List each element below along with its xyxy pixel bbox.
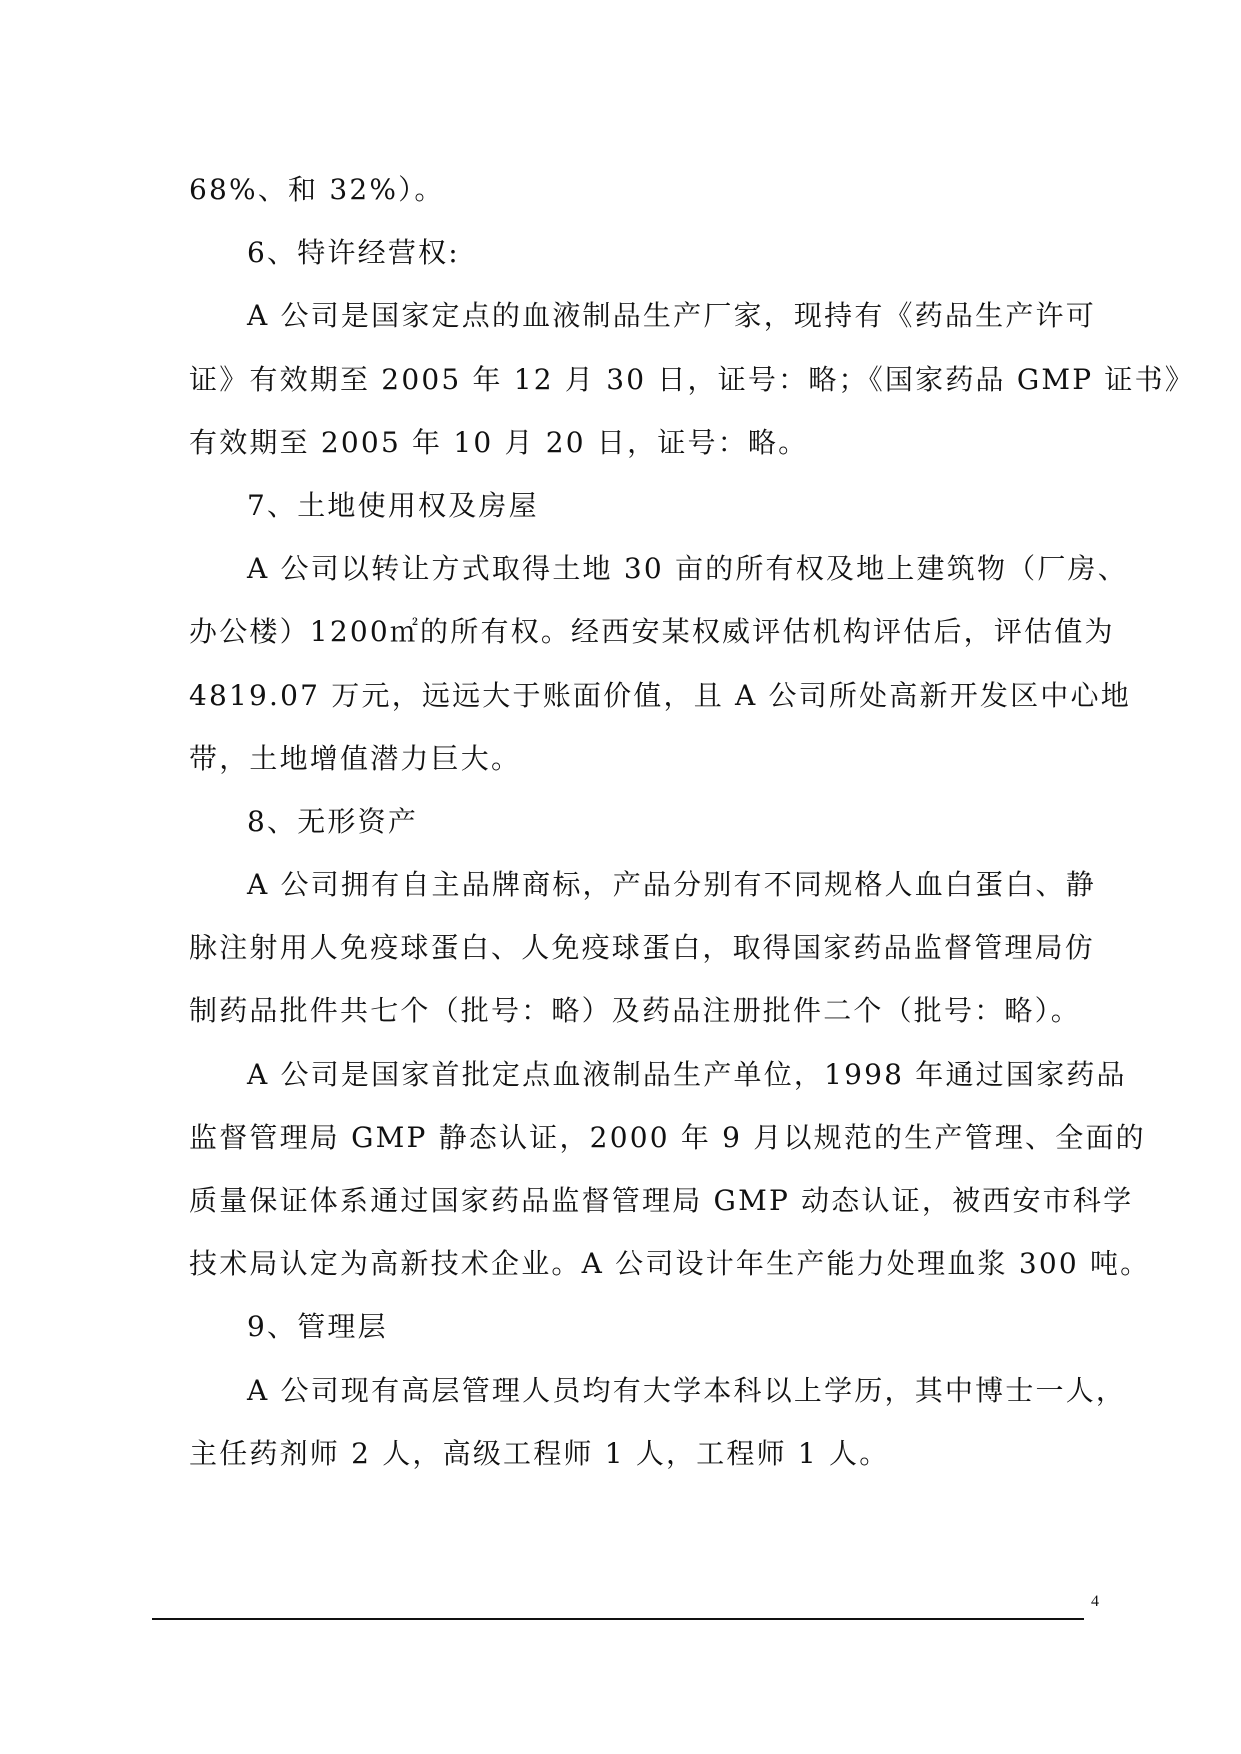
paragraph-line: 办公楼）1200㎡的所有权。经西安某权威评估机构评估后，评估值为 — [189, 615, 1115, 649]
paragraph-line: A 公司现有高层管理人员均有大学本科以上学历，其中博士一人， — [247, 1373, 1127, 1407]
section-heading-land-use: 7、土地使用权及房屋 — [247, 488, 539, 522]
body-text — [189, 158, 1195, 1485]
paragraph-line: 制药品批件共七个（批号：略）及药品注册批件二个（批号：略）。 — [189, 994, 1082, 1028]
paragraph-line: 技术局认定为高新技术企业。A 公司设计年生产能力处理血浆 300 吨。 — [189, 1247, 1151, 1281]
paragraph-line: A 公司是国家定点的血液制品生产厂家，现持有《药品生产许可 — [247, 299, 1096, 333]
paragraph-line: A 公司以转让方式取得土地 30 亩的所有权及地上建筑物（厂房、 — [247, 552, 1128, 586]
paragraph-line: A 公司是国家首批定点血液制品生产单位，1998 年通过国家药品 — [247, 1057, 1127, 1091]
paragraph-line: A 公司拥有自主品牌商标，产品分别有不同规格人血白蛋白、静 — [247, 868, 1096, 902]
footer-divider — [152, 1618, 1084, 1620]
paragraph-line: 带，土地增值潜力巨大。 — [189, 741, 522, 775]
section-heading-franchise: 6、特许经营权: — [247, 236, 460, 270]
page-number: 4 — [1091, 1593, 1099, 1610]
paragraph-line: 脉注射用人免疫球蛋白、人免疫球蛋白，取得国家药品监督管理局仿 — [189, 931, 1096, 965]
paragraph-line: 有效期至 2005 年 10 月 20 日，证号：略。 — [189, 425, 809, 459]
section-heading-intangible-assets: 8、无形资产 — [247, 804, 419, 838]
paragraph-line: 证》有效期至 2005 年 12 月 30 日，证号：略；《国家药品 GMP 证书》 — [189, 362, 1195, 396]
section-heading-management: 9、管理层 — [247, 1310, 388, 1344]
paragraph-line: 4819.07 万元，远远大于账面价值，且 A 公司所处高新开发区中心地 — [189, 678, 1131, 712]
paragraph-line: 监督管理局 GMP 静态认证，2000 年 9 月以规范的生产管理、全面的 — [189, 1120, 1146, 1154]
paragraph-line: 质量保证体系通过国家药品监督管理局 GMP 动态认证，被西安市科学 — [189, 1184, 1134, 1217]
paragraph-continuation-line: 68%、和 32%）。 — [189, 173, 445, 206]
paragraph-line: 主任药剂师 2 人，高级工程师 1 人，工程师 1 人。 — [189, 1436, 890, 1470]
